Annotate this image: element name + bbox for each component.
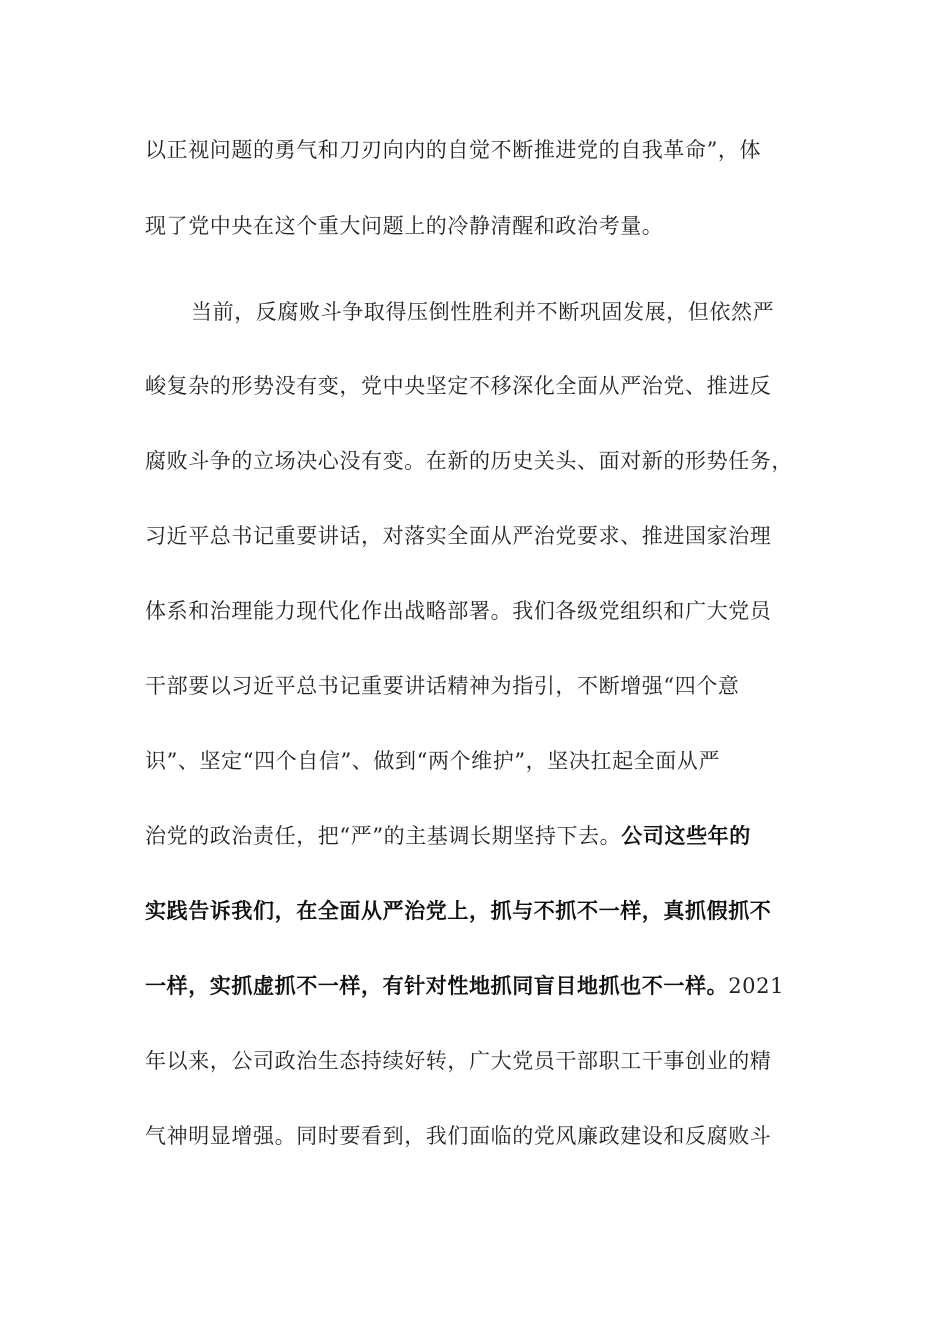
paragraph-line (145, 366, 805, 406)
emphasis-text: 公司这些年的 (621, 823, 751, 848)
line-text: 以正视问题的勇气和刀刃向内的自觉不断推进党的自我革命”，体 (145, 138, 762, 162)
line-text: 现了党中央在这个重大问题上的冷静清醒和政治考量。 (145, 214, 664, 238)
paragraph-line (145, 816, 805, 856)
paragraph-line (145, 966, 805, 1006)
line-text: 干部要以习近平总书记重要讲话精神为指引，不断增强“四个意 (145, 674, 740, 698)
line-text: 年以来，公司政治生态持续好转，广大党员干部职工干事创业的精 (145, 1049, 772, 1073)
emphasis-text: 实践告诉我们，在全面从严治党上，抓与不抓不一样，真抓假抓不 (145, 898, 772, 923)
paragraph-line (145, 206, 805, 246)
paragraph-line (145, 741, 805, 781)
paragraph-first-line (191, 292, 851, 332)
line-text: 2021 (728, 974, 785, 998)
line-text: 治党的政治责任，把“严”的主基调长期坚持下去。 (145, 824, 622, 848)
line-text: 识”、坚定“四个自信”、做到“两个维护”，坚决扛起全面从严 (145, 749, 721, 773)
line-text: 当前，反腐败斗争取得压倒性胜利并不断巩固发展，但依然严 (191, 300, 775, 324)
line-text: 峻复杂的形势没有变，党中央坚定不移深化全面从严治党、推进反 (145, 374, 772, 398)
paragraph-line (145, 441, 805, 481)
paragraph-line (145, 1116, 805, 1156)
line-text: 气神明显增强。同时要看到，我们面临的党风廉政建设和反腐败斗 (145, 1124, 772, 1148)
paragraph-line (145, 130, 805, 170)
line-text: 习近平总书记重要讲话，对落实全面从严治党要求、推进国家治理 (145, 524, 772, 548)
line-text: 体系和治理能力现代化作出战略部署。我们各级党组织和广大党员 (145, 599, 772, 623)
paragraph-line (145, 891, 805, 931)
line-text: 腐败斗争的立场决心没有变。在新的历史关头、面对新的形势任务， (145, 449, 793, 473)
paragraph-line (145, 1041, 805, 1081)
paragraph-line (145, 666, 805, 706)
paragraph-line (145, 591, 805, 631)
emphasis-text: 一样，实抓虚抓不一样，有针对性地抓同盲目地抓也不一样。 (145, 973, 729, 998)
paragraph-line (145, 516, 805, 556)
